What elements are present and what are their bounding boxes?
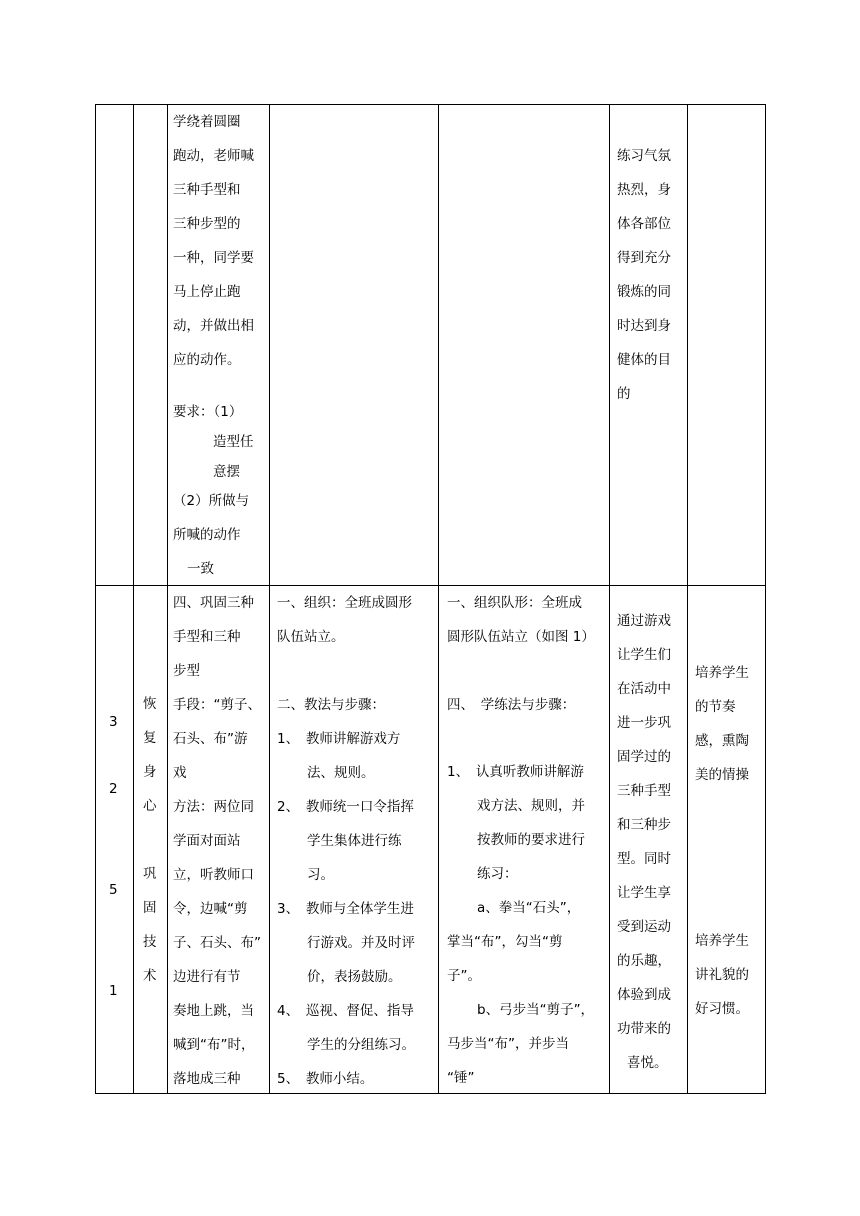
content-line: 奏地上跳，当 — [173, 1003, 254, 1019]
purpose-line: 的乐趣， — [617, 953, 671, 969]
content-line: 令，边喊“剪 — [173, 901, 248, 917]
purpose-line: 让学生享 — [617, 885, 671, 901]
teacher-line: 价，表扬鼓励。 — [307, 969, 402, 985]
purpose-line: 三种手型 — [617, 783, 671, 799]
student-line: 戏方法、规则，并 — [477, 798, 585, 814]
student-organization — [447, 586, 595, 654]
part-char: 固 — [143, 900, 157, 916]
content-line: 边进行有节 — [173, 969, 241, 985]
teacher-line: 队伍站立。 — [277, 629, 345, 645]
education-line: 美的情操 — [695, 767, 749, 783]
education-line: 培养学生 — [695, 665, 749, 681]
requirement-line: （2）所做与 — [173, 493, 250, 509]
time-value: 1 — [109, 983, 118, 999]
content-line: 手型和三种 — [173, 629, 241, 645]
time-value: 3 — [109, 714, 118, 730]
teacher-line: 1、 教师讲解游戏方 — [277, 731, 401, 747]
student-line: 子”。 — [447, 968, 481, 984]
student-line: “锤” — [447, 1070, 475, 1086]
education-line: 感，熏陶 — [695, 733, 749, 749]
student-line: 1、 认真听教师讲解游 — [447, 764, 584, 780]
education-line: 培养学生 — [695, 933, 749, 949]
teacher-line: 学生集体进行练 — [307, 833, 402, 849]
teacher-line: 行游戏。并及时评 — [307, 935, 415, 951]
purpose-line: 健体的目 — [617, 352, 671, 368]
student-line: 一、组织队形：全班成 — [447, 595, 582, 611]
requirement-line: 所喊的动作 — [173, 527, 241, 543]
part-cell — [143, 687, 157, 993]
content-line: 学面对面站 — [173, 833, 241, 849]
column-border — [765, 104, 766, 1094]
part-char: 技 — [143, 934, 157, 950]
purpose-line: 让学生们 — [617, 647, 671, 663]
student-steps-title: 四、 学练法与步骤： — [447, 697, 576, 713]
content-line: 立，听教师口 — [173, 867, 254, 883]
purpose-line: 通过游戏 — [617, 613, 671, 629]
content-line: 步型 — [173, 663, 200, 679]
part-char: 复 — [143, 730, 157, 746]
column-border — [95, 104, 96, 1094]
content-line: 一种，同学要 — [173, 250, 254, 266]
content-line: 跑动，老师喊 — [173, 148, 254, 164]
purpose-line: 喜悦。 — [627, 1055, 668, 1071]
content-line: 落地成三种 — [173, 1071, 241, 1087]
requirement-line: 要求：（1） — [173, 404, 243, 420]
purpose-line: 受到运动 — [617, 919, 671, 935]
teacher-steps — [277, 688, 415, 1096]
content-line: 动，并做出相 — [173, 318, 254, 334]
teacher-line: 2、 教师统一口令指挥 — [277, 799, 414, 815]
part-char: 心 — [143, 798, 157, 814]
row1-requirement-cont — [173, 484, 249, 586]
purpose-line: 体各部位 — [617, 216, 671, 232]
purpose-line: 进一步巩 — [617, 715, 671, 731]
teacher-line: 4、 巡视、督促、指导 — [277, 1003, 414, 1019]
teacher-line: 习。 — [307, 867, 334, 883]
part-char: 术 — [143, 968, 157, 984]
purpose-line: 体验到成 — [617, 987, 671, 1003]
purpose-line: 时达到身 — [617, 318, 671, 334]
content-line: 三种手型和 — [173, 182, 241, 198]
teacher-line: 一、组织：全班成圆形 — [277, 595, 412, 611]
content-line: 方法：两位同 — [173, 799, 254, 815]
requirement-line: 一致 — [187, 561, 214, 577]
teacher-line: 3、 教师与全体学生进 — [277, 901, 414, 917]
content-line: 马上停止跑 — [173, 284, 241, 300]
row1-purpose-cell — [617, 139, 671, 411]
education-line: 讲礼貌的 — [695, 967, 749, 983]
column-border — [133, 104, 134, 1094]
purpose-line: 在活动中 — [617, 681, 671, 697]
part-char: 身 — [143, 764, 157, 780]
purpose-line: 型。同时 — [617, 851, 671, 867]
student-steps — [447, 755, 594, 1095]
education-line: 好习惯。 — [695, 1001, 749, 1017]
part-char: 恢 — [143, 696, 157, 712]
purpose-line: 固学过的 — [617, 749, 671, 765]
purpose-line: 得到充分 — [617, 250, 671, 266]
teacher-organization — [277, 586, 412, 654]
part-char — [143, 823, 157, 857]
purpose-line: 的 — [617, 386, 631, 402]
purpose-line: 练习气氛 — [617, 148, 671, 164]
student-line: 马步当“布”，并步当 — [447, 1036, 569, 1052]
row2-content-cell — [173, 586, 261, 1096]
teacher-line: 学生的分组练习。 — [307, 1037, 415, 1053]
teacher-line: 法、规则。 — [307, 765, 375, 781]
column-border — [269, 104, 270, 1094]
column-border — [687, 104, 688, 1094]
row2-purpose-cell — [617, 604, 671, 1080]
purpose-line: 和三种步 — [617, 817, 671, 833]
content-line: 手段：“剪子、 — [173, 697, 261, 713]
student-line: 按教师的要求进行 — [477, 832, 585, 848]
content-line: 学绕着圆圈 — [173, 114, 241, 130]
content-line: 喊到“布”时， — [173, 1037, 255, 1053]
column-border — [438, 104, 439, 1094]
student-line: 掌当“布”，勾当“剪 — [447, 934, 563, 950]
row1-requirement — [173, 397, 254, 487]
row1-content-cell — [173, 105, 254, 377]
content-line: 子、石头、布” — [173, 935, 261, 951]
column-border — [167, 104, 168, 1094]
content-line: 戏 — [173, 765, 187, 781]
column-border — [609, 104, 610, 1094]
student-line: a、拳当“石头”， — [477, 900, 581, 916]
purpose-line: 功带来的 — [617, 1021, 671, 1037]
student-line: 练习： — [477, 866, 518, 882]
student-line: 圆形队伍站立（如图 1） — [447, 629, 595, 645]
content-line: 应的动作。 — [173, 352, 241, 368]
education-goal-2 — [695, 924, 749, 1026]
content-line: 石头、布”游 — [173, 731, 248, 747]
time-value: 5 — [109, 882, 118, 898]
time-value: 2 — [109, 781, 118, 797]
part-char: 巩 — [143, 866, 157, 882]
content-line: 四、巩固三种 — [173, 595, 254, 611]
education-goal-1 — [695, 656, 749, 792]
content-line: 三种步型的 — [173, 216, 241, 232]
education-line: 的节奏 — [695, 699, 736, 715]
teacher-line: 5、 教师小结。 — [277, 1071, 374, 1087]
purpose-line: 热烈，身 — [617, 182, 671, 198]
requirement-line: 意摆 — [213, 464, 240, 480]
teacher-line: 二、教法与步骤： — [277, 697, 385, 713]
student-line: b、弓步当“剪子”， — [477, 1002, 595, 1018]
purpose-line: 锻炼的同 — [617, 284, 671, 300]
requirement-line: 造型任 — [213, 434, 254, 450]
